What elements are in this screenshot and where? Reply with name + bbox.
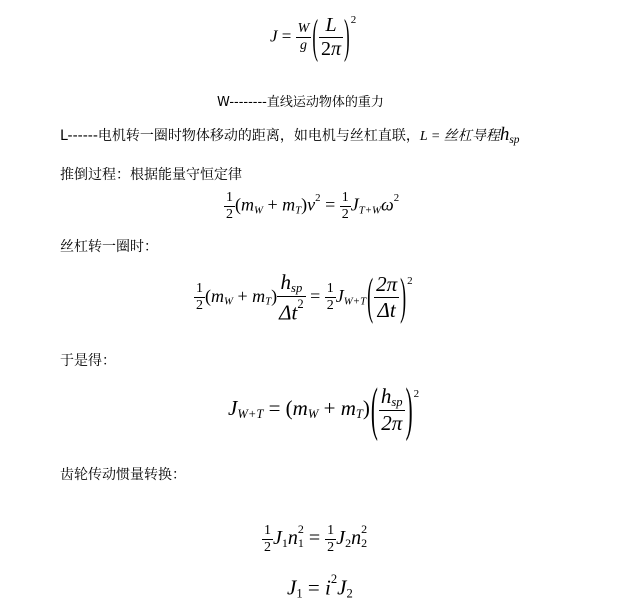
gear-conversion: 齿轮传动惯量转换： — [60, 467, 186, 483]
equation-gear-ratio: $J_1 = i^2J_2$ — [287, 572, 353, 601]
l-definition: L------电机转一圈时物体移动的距离，如电机与丝杠直联，L = 丝杠导程$h_{sp}$ — [60, 124, 520, 146]
equation-inertia-linear: J = $\frac{W}{g}$ ( $\frac{L}{2\pi}$ )$^2$ — [270, 9, 357, 63]
equation-screw: $\frac{1}{2}$ $(m_W + m_T)$ $\frac{h_{sp}}{\Delta t^2}$ = $\frac{1}{2}$ $J_{W+T}$( $\frac{2\pi}{\Delta t}$ )$^2$ — [196, 268, 413, 325]
equation-result: $J_{W+T} = (m_W + m_T)$( $\frac{h_{sp}}{2\pi}$ )$^2$ — [228, 375, 420, 443]
w-definition: W--------直线运动物体的重力 — [217, 95, 384, 110]
equation-energy: $\frac{1}{2}$ $(m_W + m_T)v^2$ = $\frac{1}{2}$ $J_{T+W}\omega^2$ — [226, 190, 400, 222]
screw-one-turn: 丝杠转一圈时： — [60, 239, 158, 255]
therefore: 于是得： — [60, 353, 116, 369]
derivation-intro: 推倒过程：根据能量守恒定律 — [60, 167, 242, 183]
equation-gear-energy: $\frac{1}{2}$ $J_1n_1^2$ = $\frac{1}{2}$ $J_2n_2^2$ — [264, 522, 368, 555]
